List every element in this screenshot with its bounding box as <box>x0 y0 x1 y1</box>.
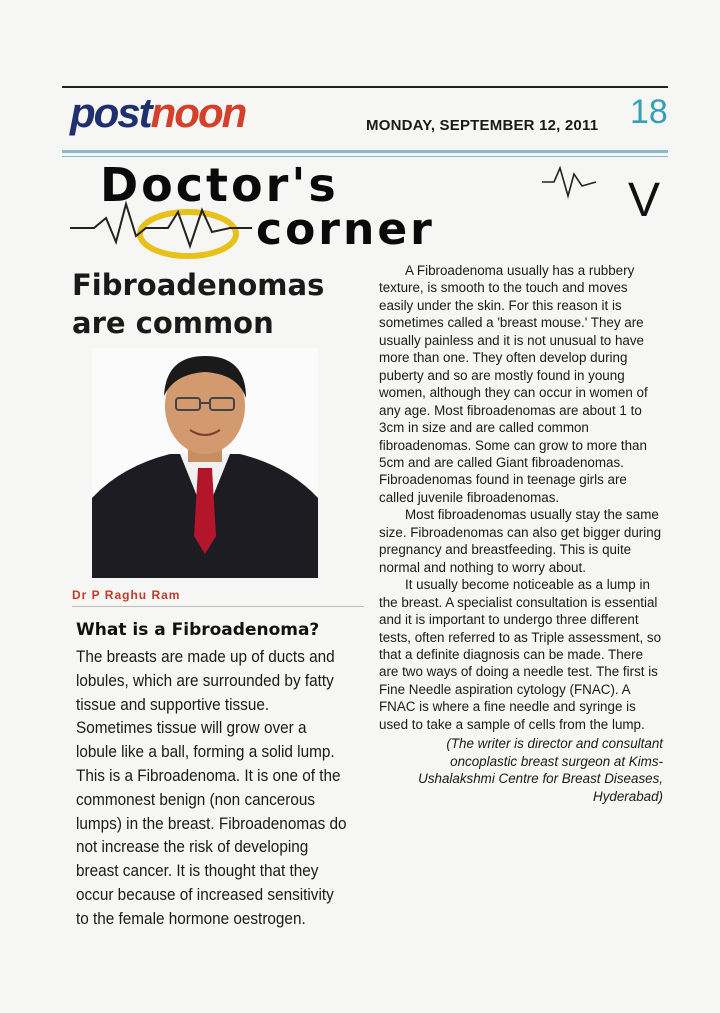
headline-line-2: are common <box>72 306 274 340</box>
right-paragraph-2: Most fibroadenomas usually stay the same size. Fibroadenomas can also get bigger during pregnancy and breastfeeding. This is quite normal and nothing to worry about. <box>379 507 662 575</box>
section-banner <box>70 160 670 260</box>
newspaper-logo <box>70 89 246 136</box>
photo-caption: Dr P Raghu Ram <box>72 588 181 602</box>
page-number: 18 <box>630 93 668 131</box>
right-column <box>379 262 663 805</box>
author-photo <box>92 348 318 578</box>
article-headline <box>72 266 362 342</box>
ecg-line-right <box>542 168 596 196</box>
left-column-body: The breasts are made up of ducts and lobules, which are surrounded by fatty tissue and supportive tissue. Sometimes tissue will grow over a lobule like a ball, forming a solid lump. This is a Fibroadenoma. It is one of the commonest benign (non cancerous lumps) in the breast. Fibroadenomas do not increase the risk of developing breast cancer. It is thought that they occur because of increased sensitivity to the female hormone oestrogen. <box>76 648 347 928</box>
article-subheading: What is a Fibroadenoma? <box>76 620 320 640</box>
dateline: MONDAY, SEPTEMBER 12, 2011 <box>366 117 599 134</box>
banner-word-doctors: Doctor's <box>100 158 339 212</box>
headline-line-1: Fibroadenomas <box>72 268 325 302</box>
right-paragraph-1: A Fibroadenoma usually has a rubbery texture, is smooth to the touch and moves easily under the skin. For this reason it is sometimes called a 'breast mouse.' They are usually painless and it is not unusual to have more than one. They often develop during puberty and so are mostly found in young women, although they can occur in women of any age. Most fibroadenomas are about 1 to 3cm in size and are called common fibroadenomas. Some can grow to more than 5cm and are called Giant fibroadenomas. Fibroadenomas found in teenage girls are called juvenile fibroadenomas. <box>379 263 648 505</box>
banner-word-corner: corner <box>256 204 435 255</box>
logo-post: post <box>70 89 151 136</box>
masthead-rule-thin <box>62 156 668 157</box>
heart-icon <box>140 212 236 256</box>
author-note: (The writer is director and consultant oncoplastic breast surgeon at Kims-Ushalakshmi Centre for Breast Diseases, Hyderabad) <box>418 736 663 804</box>
masthead-rule-bottom <box>62 150 668 153</box>
banner-v-letter: V <box>628 174 661 227</box>
caption-divider <box>72 606 364 607</box>
logo-noon: noon <box>150 89 246 136</box>
right-paragraph-3: It usually become noticeable as a lump in the breast. A specialist consultation is essential and it is important to undergo three different tests, often referred to as Triple assessment, so that a definite diagnosis can be made. There are two ways of doing a needle test. The first is Fine Needle aspiration cytology (FNAC). A FNAC is where a fine needle and syringe is used to take a sample of cells from the lump. <box>379 577 662 732</box>
masthead-rule-top <box>62 86 668 88</box>
